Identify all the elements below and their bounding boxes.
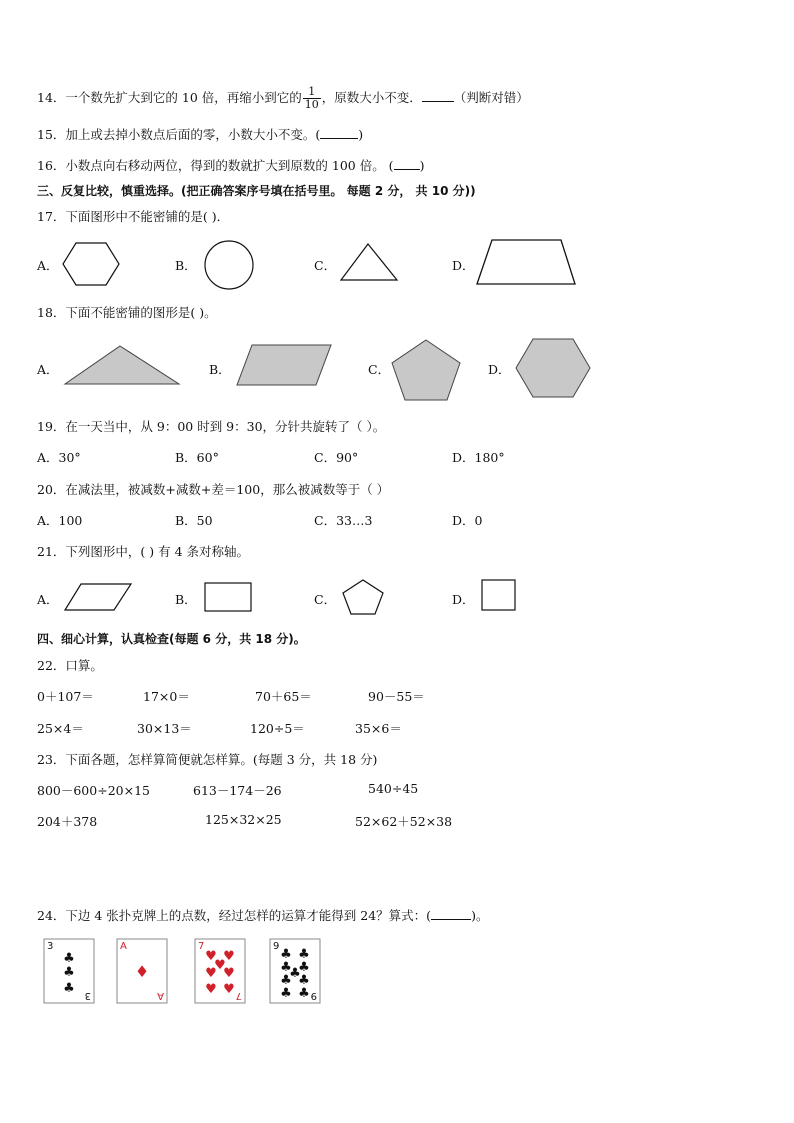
pentagon-shape <box>342 579 384 615</box>
diamond-suit-icon: ♦ <box>134 962 150 981</box>
card-rank-label: 7 <box>198 941 205 952</box>
club-suit-icon: ♣ <box>298 960 310 975</box>
question-14-text: 14．一个数先扩大到它的 10 倍，再缩小到它的 <box>37 90 302 105</box>
mental-calc-item: 30×13＝ <box>137 721 192 736</box>
triangle-shape <box>64 345 180 385</box>
circle-shape <box>204 240 254 290</box>
q20-option-d[interactable]: D．0 <box>452 513 483 528</box>
club-suit-icon: ♣ <box>63 965 75 980</box>
club-suit-icon: ♣ <box>280 947 292 962</box>
question-15-text: 15．加上或去掉小数点后面的零，小数大小不变。( <box>37 127 321 142</box>
q21-option-a-label[interactable]: A． <box>37 592 59 607</box>
heart-suit-icon: ♥ <box>223 949 235 964</box>
heart-suit-icon: ♥ <box>223 966 235 981</box>
question-19: 19．在一天当中，从 9：00 时到 9：30，分针共旋转了（ ）。 <box>37 419 386 434</box>
q21-option-d-label[interactable]: D． <box>452 592 475 607</box>
mental-calc-item: 35×6＝ <box>355 721 402 736</box>
heart-suit-icon: ♥ <box>214 958 226 973</box>
club-suit-icon: ♣ <box>280 960 292 975</box>
card-rank-label: 3 <box>84 990 91 1001</box>
mental-calc-item: 90－55＝ <box>368 689 425 704</box>
q19-option-c[interactable]: C．90° <box>314 450 359 465</box>
mental-calc-item: 70＋65＝ <box>255 689 312 704</box>
mental-calc-item: 0＋107＝ <box>37 689 94 704</box>
answer-blank-16[interactable] <box>394 157 420 170</box>
card-rank-label: 9 <box>273 941 280 952</box>
hexagon-shape <box>62 242 120 286</box>
club-suit-icon: ♣ <box>298 973 310 988</box>
simplify-calc-item: 613－174－26 <box>193 783 282 798</box>
fraction <box>303 86 321 111</box>
pentagon-shape <box>391 339 461 401</box>
q20-option-a[interactable]: A．100 <box>37 513 83 528</box>
question-22: 22．口算。 <box>37 658 103 673</box>
trapezoid-shape <box>476 239 576 285</box>
playing-card <box>44 939 94 1003</box>
question-24 <box>37 906 488 924</box>
q19-option-b[interactable]: B．60° <box>175 450 219 465</box>
card-rank-label: 3 <box>47 941 54 952</box>
question-14-tail: （判断对错） <box>453 90 529 105</box>
question-15 <box>37 125 363 143</box>
card-rank-label: 7 <box>235 990 242 1001</box>
club-suit-icon: ♣ <box>298 986 310 1001</box>
simplify-calc-item: 540÷45 <box>368 781 419 796</box>
q17-option-b-label[interactable]: B． <box>175 258 197 273</box>
answer-blank-15[interactable] <box>320 126 358 139</box>
question-24-text: 24．下边 4 张扑克牌上的点数，经过怎样的运算才能得到 24？算式：( <box>37 908 432 923</box>
answer-blank-14[interactable] <box>422 89 454 102</box>
section-4-heading: 四、细心计算，认真检查(每题 6 分，共 18 分)。 <box>37 632 306 646</box>
triangle-shape <box>340 243 398 281</box>
q19-option-d[interactable]: D．180° <box>452 450 505 465</box>
fraction-denominator: 10 <box>304 98 319 111</box>
question-16 <box>37 156 424 174</box>
club-suit-icon: ♣ <box>280 986 292 1001</box>
question-17: 17．下面图形中不能密铺的是( )． <box>37 209 230 224</box>
parallelogram-shape <box>64 583 132 611</box>
q17-option-c-label[interactable]: C． <box>314 258 337 273</box>
question-24-tail: )。 <box>471 908 489 923</box>
question-14 <box>37 86 529 111</box>
club-suit-icon: ♣ <box>298 947 310 962</box>
question-15-tail: ) <box>358 127 364 142</box>
card-rank-label: A <box>157 990 164 1001</box>
mental-calc-item: 25×4＝ <box>37 721 84 736</box>
simplify-calc-item: 204＋378 <box>37 814 98 829</box>
question-21: 21．下列图形中，( ) 有 4 条对称轴。 <box>37 544 250 559</box>
q21-option-b-label[interactable]: B． <box>175 592 197 607</box>
club-suit-icon: ♣ <box>63 981 75 996</box>
heart-suit-icon: ♥ <box>223 982 235 997</box>
q17-option-d-label[interactable]: D． <box>452 258 475 273</box>
question-16-tail: ) <box>419 158 425 173</box>
parallelogram-shape <box>236 344 332 386</box>
question-20: 20．在减法里，被减数+减数+差＝100，那么被减数等于（ ） <box>37 482 390 497</box>
club-suit-icon: ♣ <box>280 973 292 988</box>
simplify-calc-item: 52×62＋52×38 <box>355 814 453 829</box>
question-18: 18．下面不能密铺的图形是( )。 <box>37 305 217 320</box>
square-shape <box>481 579 516 611</box>
simplify-calc-item: 125×32×25 <box>205 812 282 827</box>
question-14-suffix: ，原数大小不变． <box>321 90 422 105</box>
answer-blank-24[interactable] <box>431 907 471 920</box>
question-16-text: 16．小数点向右移动两位，得到的数就扩大到原数的 100 倍。 ( <box>37 158 394 173</box>
card-rank-label: 9 <box>310 990 317 1001</box>
playing-card <box>117 939 167 1003</box>
q18-option-a-label[interactable]: A． <box>37 362 59 377</box>
playing-card <box>195 939 245 1003</box>
q18-option-c-label[interactable]: C． <box>368 362 391 377</box>
q20-option-c[interactable]: C．33…3 <box>314 513 373 528</box>
heart-suit-icon: ♥ <box>205 949 217 964</box>
club-suit-icon: ♣ <box>289 966 301 981</box>
q20-option-b[interactable]: B．50 <box>175 513 213 528</box>
fraction-numerator: 1 <box>303 86 321 99</box>
q17-option-a-label[interactable]: A． <box>37 258 59 273</box>
playing-cards <box>40 938 330 1006</box>
q18-option-b-label[interactable]: B． <box>209 362 231 377</box>
q19-option-a[interactable]: A．30° <box>37 450 81 465</box>
mental-calc-item: 120÷5＝ <box>250 721 305 736</box>
card-rank-label: A <box>120 941 127 952</box>
playing-card <box>270 939 320 1003</box>
heart-suit-icon: ♥ <box>205 982 217 997</box>
section-3-heading: 三、反复比较，慎重选择。(把正确答案序号填在括号里。 每题 2 分， 共 10 分)) <box>37 184 476 198</box>
simplify-calc-item: 800－600÷20×15 <box>37 783 150 798</box>
heart-suit-icon: ♥ <box>205 966 217 981</box>
question-23: 23．下面各题，怎样算简便就怎样算。(每题 3 分，共 18 分) <box>37 752 378 767</box>
q18-option-d-label[interactable]: D． <box>488 362 511 377</box>
club-suit-icon: ♣ <box>63 951 75 966</box>
hexagon-shape <box>515 338 591 398</box>
mental-calc-item: 17×0＝ <box>143 689 190 704</box>
q21-option-c-label[interactable]: C． <box>314 592 337 607</box>
rectangle-shape <box>204 582 252 612</box>
